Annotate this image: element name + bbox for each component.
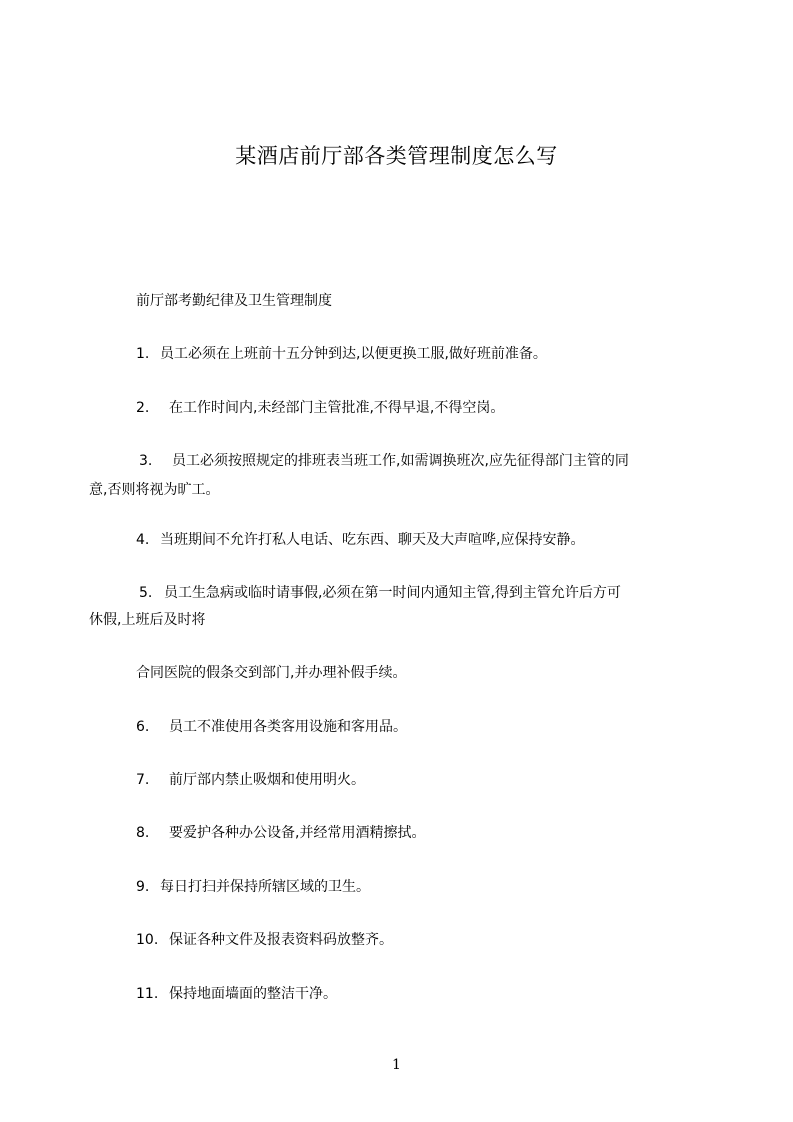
list-item-number: 1. (136, 346, 150, 362)
document-title: 某酒店前厅部各类管理制度怎么写 (235, 144, 558, 168)
list-item-text: 员工必须按照规定的排班表当班工作,如需调换班次,应先征得部门主管的同 (172, 453, 629, 469)
section-heading-text: 前厅部考勤纪律及卫生管理制度 (136, 293, 332, 309)
list-item-text: 当班期间不允许打私人电话、吃东西、聊天及大声喧哗,应保持安静。 (160, 532, 585, 548)
list-item-number: 9. (136, 879, 150, 895)
list-item-number: 2. (136, 400, 150, 416)
list-item-number: 3. (139, 453, 153, 469)
list-item-text: 合同医院的假条交到部门,并办理补假手续。 (136, 665, 407, 681)
list-item-text: 在工作时间内,未经部门主管批准,不得早退,不得空岗。 (169, 400, 505, 416)
list-item-text: 员工必须在上班前十五分钟到达,以便更换工服,做好班前准备。 (160, 346, 547, 362)
list-item-text: 员工生急病或临时请事假,必须在第一时间内通知主管,得到主管允许后方可 (164, 585, 621, 601)
list-item-number: 7. (136, 772, 150, 788)
list-item-text: 要爱护各种办公设备,并经常用酒精擦拭。 (169, 825, 426, 841)
page-number: 1 (392, 1057, 401, 1073)
list-item-text: 前厅部内禁止吸烟和使用明火。 (169, 772, 365, 788)
list-item-continuation-text: 休假,上班后及时将 (89, 612, 206, 628)
list-item-text: 每日打扫并保持所辖区域的卫生。 (160, 879, 370, 895)
list-item-number: 6. (136, 719, 150, 735)
list-item-number: 10. (136, 932, 159, 948)
list-item-number: 5. (139, 585, 153, 601)
list-item-text: 保证各种文件及报表资料码放整齐。 (169, 932, 393, 948)
list-item-number: 11. (136, 986, 159, 1002)
list-item-text: 保持地面墙面的整洁干净。 (169, 986, 337, 1002)
list-item-number: 8. (136, 825, 150, 841)
list-item-text: 员工不准使用各类客用设施和客用品。 (169, 719, 407, 735)
list-item-continuation-text: 意,否则将视为旷工。 (89, 482, 220, 498)
list-item-number: 4. (136, 532, 150, 548)
